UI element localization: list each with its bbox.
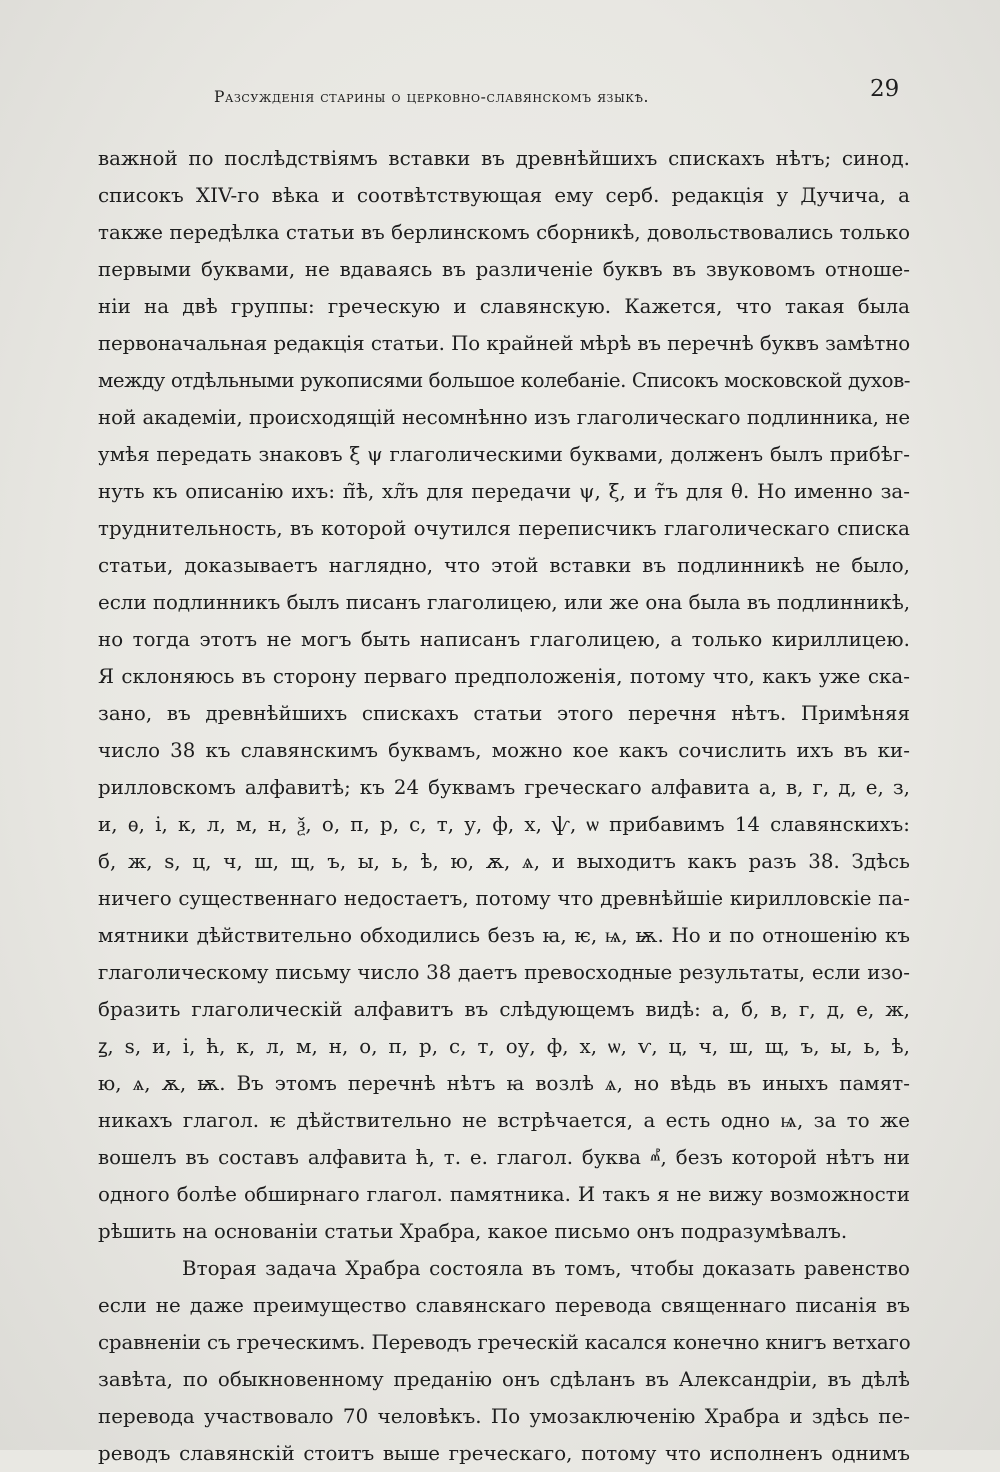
text-line: Вторая задача Храбра состояла въ томъ, чтобы доказать равенство: [182, 1257, 910, 1280]
text-line: умѣя передать знаковъ ξ ψ глаголическими буквами, долженъ былъ прибѣг-: [98, 443, 910, 466]
text-line: ю, ѧ, ѫ, ѭ. Въ этомъ перечнѣ нѣтъ ꙗ возлѣ ѧ, но вѣдь въ иныхъ памят-: [98, 1072, 910, 1095]
text-line: рѣшить на основаніи статьи Храбра, какое письмо онъ подразумѣвалъ.: [98, 1220, 848, 1243]
text-line: ꙁ, ѕ, и, і, ћ, к, л, м, н, о, п, р, с, т, оу, ф, х, ѡ, ѵ, ц, ч, ш, щ, ъ, ы, ь, ѣ,: [98, 1035, 910, 1058]
text-line: ной академіи, происходящій несомнѣнно изъ глаголическаго подлинника, не: [98, 406, 910, 429]
text-line: если не даже преимущество славянскаго перевода священнаго писанія въ: [98, 1294, 910, 1317]
text-line: ніи на двѣ группы: греческую и славянскую. Кажется, что такая была: [98, 295, 910, 318]
text-line: труднительность, въ которой очутился переписчикъ глаголическаго списка: [98, 517, 910, 540]
text-line: зано, въ древнѣйшихъ спискахъ статьи этого перечня нѣтъ. Примѣняя: [98, 702, 910, 725]
text-line: также передѣлка статьи въ берлинскомъ сборникѣ, довольствовались только: [98, 221, 910, 244]
text-line: между отдѣльными рукописями большое колебаніе. Списокъ московской духов-: [98, 369, 910, 392]
running-title: Разсужденія старины о церковно-славянскомъ языкѣ.: [214, 88, 650, 106]
text-line: число 38 къ славянскимъ буквамъ, можно кое какъ сочислить ихъ въ ки-: [98, 739, 910, 762]
text-line: рилловскомъ алфавитѣ; къ 24 буквамъ греческаго алфавита а, в, г, д, е, з,: [98, 776, 910, 799]
text-line: если подлинникъ былъ писанъ глаголицею, или же она была въ подлинникѣ,: [98, 591, 911, 614]
text-line: мятники дѣйствительно обходились безъ ꙗ, ѥ, ѩ, ѭ. Но и по отношенію къ: [98, 924, 910, 947]
text-line: первыми буквами, не вдаваясь въ различеніе буквъ въ звуковомъ отноше-: [98, 258, 910, 281]
text-line: сравненіи съ греческимъ. Переводъ греческій касался конечно книгъ ветхаго: [98, 1331, 911, 1354]
text-line: реводъ славянскій стоитъ выше греческаго, потому что исполненъ однимъ: [98, 1442, 910, 1465]
text-line: списокъ XIV-го вѣка и соотвѣтствующая ему серб. редакція у Дучича, а: [98, 184, 910, 207]
text-line: вошелъ въ составъ алфавита ћ, т. е. глагол. буква ⰼ, безъ которой нѣтъ ни: [98, 1146, 910, 1169]
text-line: б, ж, ѕ, ц, ч, ш, щ, ъ, ы, ь, ѣ, ю, ѫ, ѧ, и выходитъ какъ разъ 38. Здѣсь: [98, 850, 910, 873]
text-line: статьи, доказываетъ наглядно, что этой вставки въ подлинникѣ не было,: [98, 554, 910, 577]
text-line: нуть къ описанію ихъ: п̃ѣ, хл̃ъ для передачи ψ, ξ, и т̃ъ для θ. Но именно за-: [98, 480, 910, 503]
text-line: и, ѳ, і, к, л, м, н, ѯ, о, п, р, с, т, у, ф, х, ѱ, ѡ прибавимъ 14 славянскихъ:: [98, 813, 910, 836]
text-line: первоначальная редакція статьи. По крайней мѣрѣ въ перечнѣ буквъ замѣтно: [98, 332, 910, 355]
text-line: Я склоняюсь въ сторону перваго предположенія, потому что, какъ уже ска-: [98, 665, 910, 688]
text-line: но тогда этотъ не могъ быть написанъ глаголицею, а только кириллицею.: [98, 628, 910, 651]
page-number: 29: [870, 76, 900, 102]
text-line: перевода участвовало 70 человѣкъ. По умозаключенію Храбра и здѣсь пе-: [98, 1405, 910, 1428]
text-line: одного болѣе обширнаго глагол. памятника. И такъ я не вижу возможности: [98, 1183, 910, 1206]
text-line: важной по послѣдствіямъ вставки въ древнѣйшихъ спискахъ нѣтъ; синод.: [98, 147, 910, 170]
text-line: завѣта, по обыкновенному преданію онъ сдѣланъ въ Александріи, въ дѣлѣ: [98, 1368, 910, 1391]
text-line: ничего существеннаго недостаетъ, потому что древнѣйшіе кирилловскіе па-: [98, 887, 910, 910]
body-text: [98, 140, 910, 1472]
text-line: бразить глаголическій алфавитъ въ слѣдующемъ видѣ: а, б, в, г, д, е, ж,: [98, 998, 910, 1021]
text-line: глаголическому письму число 38 даетъ превосходные результаты, если изо-: [98, 961, 910, 984]
text-line: никахъ глагол. ѥ дѣйствительно не встрѣчается, а есть одно ѩ, за то же: [98, 1109, 910, 1132]
